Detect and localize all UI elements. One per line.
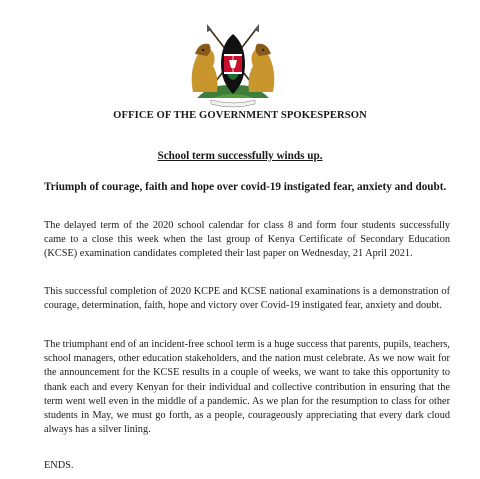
headline: School term successfully winds up. — [157, 150, 323, 162]
subheadline: Triumph of courage, faith and hope over covid-19 instigated fear, anxiety and doubt. — [44, 181, 447, 193]
closing-ends: ENDS. — [44, 460, 74, 471]
paragraph-3: The triumphant end of an incident-free school term is a huge success that parents, pupils, teachers, school managers, other education stakeholders, and the nation must celebrate. As we now wait for the announcement for the KCSE results in a couple of weeks, we want to take this opportunity to thank each and every Kenyan for their individual and collective contribution in ensuring that the term went well even in the middle of a pandemic. As we plan for the resumption to class for other students in May, we must go forth, as a people, courageously appreciating that every dark cloud always has a silver lining. — [44, 339, 450, 436]
kenya-coat-of-arms-icon — [183, 20, 283, 108]
paragraph-2: This successful completion of 2020 KCPE and KCSE national examinations is a demonstration of courage, determination, faith, hope and victory over Covid-19 instigated fear, anxiety and doubt. — [44, 286, 450, 312]
paragraph-1: The delayed term of the 2020 school calendar for class 8 and form four students successfully came to a close this week when the last group of Kenya Certificate of Secondary Education (KCSE) examination candidates completed their last paper on Wednesday, 21 April 2021. — [44, 220, 450, 260]
office-title: OFFICE OF THE GOVERNMENT SPOKESPERSON — [113, 110, 367, 121]
